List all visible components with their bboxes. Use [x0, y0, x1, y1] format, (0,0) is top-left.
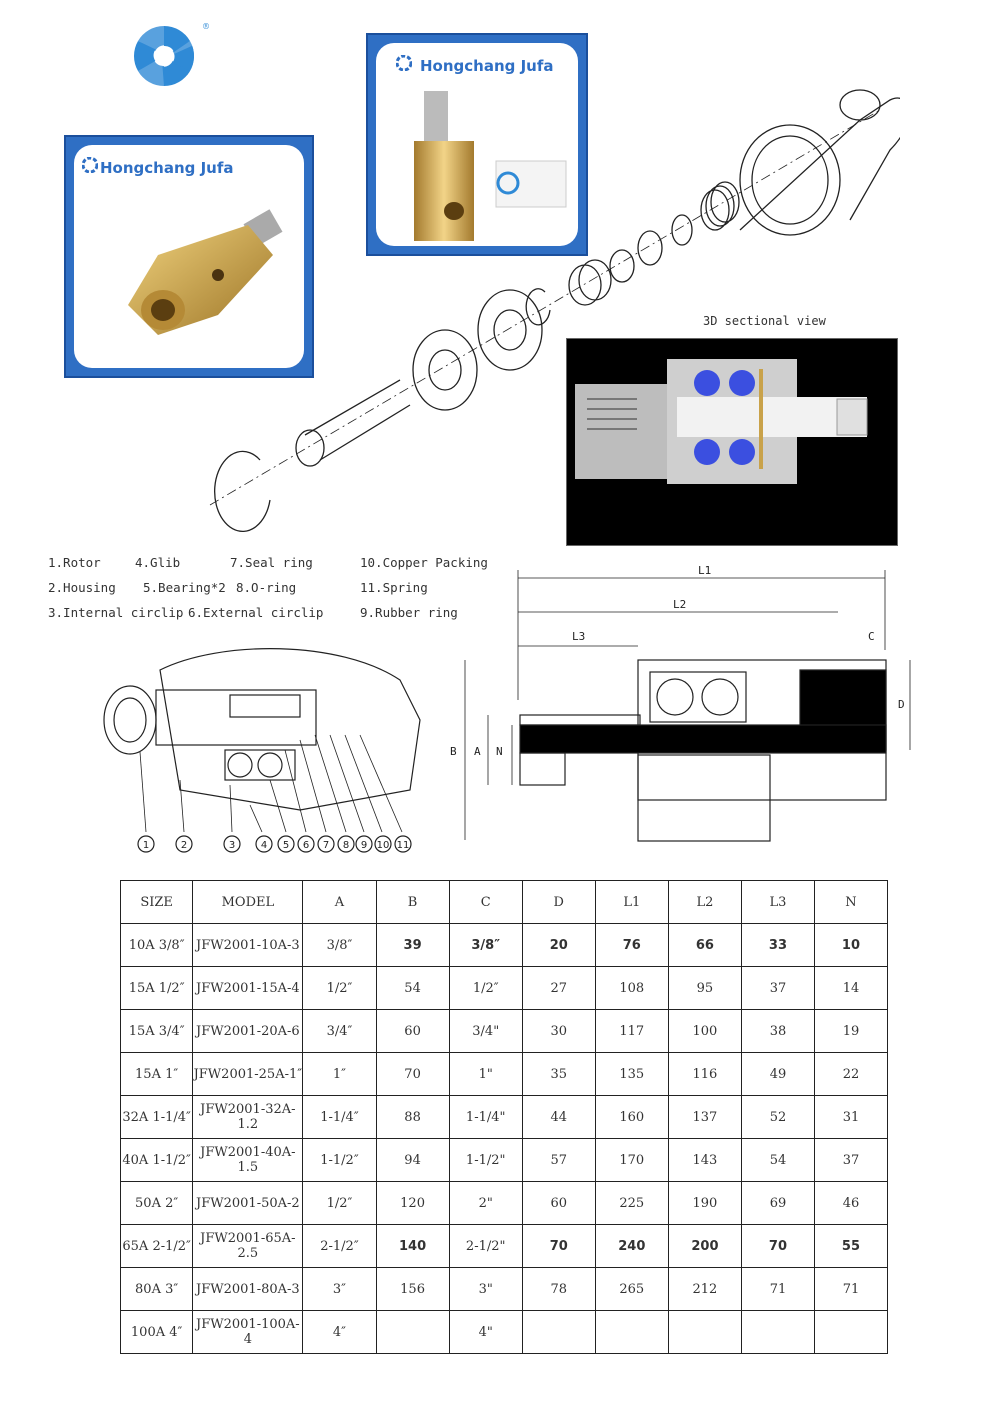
- table-cell: 70: [522, 1225, 595, 1268]
- table-cell: 38: [742, 1010, 815, 1053]
- circlip-drawing: [526, 289, 550, 325]
- table-cell: 108: [595, 967, 668, 1010]
- brand-name: Hongchang Jufa: [100, 159, 234, 177]
- table-cell: 2-1/2″: [303, 1225, 376, 1268]
- table-cell: 10A 3/8″: [121, 924, 193, 967]
- table-cell: 70: [376, 1053, 449, 1096]
- table-cell: 19: [814, 1010, 887, 1053]
- col-header: L3: [742, 881, 815, 924]
- part-number: 2: [180, 840, 188, 851]
- sectional-view-caption: 3D sectional view: [703, 314, 826, 328]
- table-cell: 88: [376, 1096, 449, 1139]
- table-cell: 116: [668, 1053, 741, 1096]
- table-cell: 117: [595, 1010, 668, 1053]
- table-cell: 15A 1″: [121, 1053, 193, 1096]
- table-cell: 143: [668, 1139, 741, 1182]
- dim-label-B: B: [450, 745, 457, 758]
- legend-item: 2.Housing: [48, 580, 116, 595]
- table-cell: JFW2001-40A-1.5: [193, 1139, 303, 1182]
- table-cell: 40A 1-1/2″: [121, 1139, 193, 1182]
- table-cell: 1-1/2": [449, 1139, 522, 1182]
- table-cell: 200: [668, 1225, 741, 1268]
- table-cell: 190: [668, 1182, 741, 1225]
- table-cell: 15A 3/4″: [121, 1010, 193, 1053]
- table-cell: [742, 1311, 815, 1354]
- table-cell: 60: [376, 1010, 449, 1053]
- col-header: L1: [595, 881, 668, 924]
- legend-item: 5.Bearing*2: [143, 580, 226, 595]
- table-cell: 50A 2″: [121, 1182, 193, 1225]
- table-cell: 3": [449, 1268, 522, 1311]
- table-cell: 1-1/2″: [303, 1139, 376, 1182]
- table-cell: 3/8″: [303, 924, 376, 967]
- table-cell: 1/2″: [449, 967, 522, 1010]
- table-row: [121, 1010, 888, 1053]
- brand-mini-logo-2: [396, 55, 412, 71]
- table-cell: 120: [376, 1182, 449, 1225]
- table-cell: 240: [595, 1225, 668, 1268]
- table-cell: 100A 4″: [121, 1311, 193, 1354]
- dim-label-L3: L3: [572, 630, 586, 643]
- table-row: [121, 1311, 888, 1354]
- part-number: 6: [302, 840, 310, 851]
- dimension-drawing: [440, 560, 930, 860]
- legend-item: 11.Spring: [360, 580, 428, 595]
- brand-name-2: Hongchang Jufa: [420, 57, 554, 75]
- table-cell: 1-1/4": [449, 1096, 522, 1139]
- legend-item: 8.O-ring: [236, 580, 297, 595]
- table-cell: 1″: [303, 1053, 376, 1096]
- table-cell: 170: [595, 1139, 668, 1182]
- col-header: B: [376, 881, 449, 924]
- part-number: 3: [228, 840, 236, 851]
- table-cell: 65A 2-1/2″: [121, 1225, 193, 1268]
- housing-drawing: [740, 90, 900, 235]
- table-cell: 1": [449, 1053, 522, 1096]
- dim-label-L2: L2: [673, 598, 687, 611]
- table-cell: JFW2001-10A-3: [193, 924, 303, 967]
- col-header: C: [449, 881, 522, 924]
- dim-label-A: A: [474, 745, 481, 758]
- table-cell: [595, 1311, 668, 1354]
- table-cell: 39: [376, 924, 449, 967]
- table-cell: 55: [814, 1225, 887, 1268]
- col-header: MODEL: [193, 881, 303, 924]
- table-cell: 135: [595, 1053, 668, 1096]
- table-row: [121, 967, 888, 1010]
- table-cell: 71: [742, 1268, 815, 1311]
- rotor-drawing: [296, 380, 410, 466]
- table-cell: 76: [595, 924, 668, 967]
- table-cell: 33: [742, 924, 815, 967]
- table-cell: 10: [814, 924, 887, 967]
- table-cell: 52: [742, 1096, 815, 1139]
- legend-item: 6.External circlip: [188, 605, 324, 620]
- table-cell: 4": [449, 1311, 522, 1354]
- table-cell: 80A 3″: [121, 1268, 193, 1311]
- table-cell: 60: [522, 1182, 595, 1225]
- table-cell: 100: [668, 1010, 741, 1053]
- table-cell: 70: [742, 1225, 815, 1268]
- table-cell: 27: [522, 967, 595, 1010]
- table-cell: JFW2001-50A-2: [193, 1182, 303, 1225]
- table-row: [121, 1096, 888, 1139]
- table-cell: 20: [522, 924, 595, 967]
- table-cell: 14: [814, 967, 887, 1010]
- col-header: L2: [668, 881, 741, 924]
- table-row: [121, 924, 888, 967]
- table-cell: 3/8″: [449, 924, 522, 967]
- table-cell: [522, 1311, 595, 1354]
- dim-label-C: C: [868, 630, 875, 643]
- table-cell: 225: [595, 1182, 668, 1225]
- table-cell: 54: [376, 967, 449, 1010]
- sectional-view-image: [566, 338, 898, 546]
- table-cell: JFW2001-20A-6: [193, 1010, 303, 1053]
- table-cell: 37: [742, 967, 815, 1010]
- glib-drawing: [569, 260, 611, 305]
- table-cell: 2-1/2": [449, 1225, 522, 1268]
- table-cell: 31: [814, 1096, 887, 1139]
- table-cell: JFW2001-80A-3: [193, 1268, 303, 1311]
- table-cell: JFW2001-32A-1.2: [193, 1096, 303, 1139]
- table-row: [121, 1268, 888, 1311]
- seal-rings-drawing: [610, 215, 692, 282]
- table-cell: 49: [742, 1053, 815, 1096]
- table-cell: 46: [814, 1182, 887, 1225]
- table-row: [121, 1139, 888, 1182]
- internal-circlip-drawing: [215, 451, 270, 531]
- table-cell: 54: [742, 1139, 815, 1182]
- col-header: D: [522, 881, 595, 924]
- table-cell: 15A 1/2″: [121, 967, 193, 1010]
- legend-item: 10.Copper Packing: [360, 555, 488, 570]
- part-number: 5: [282, 840, 290, 851]
- dim-label-L1: L1: [698, 564, 712, 577]
- dim-label-N: N: [496, 745, 503, 758]
- brand-logo: [118, 18, 210, 94]
- bearing-drawing: [413, 290, 542, 410]
- legend-item: 3.Internal circlip: [48, 605, 184, 620]
- table-header-row: [121, 881, 888, 924]
- table-cell: 4″: [303, 1311, 376, 1354]
- table-cell: 32A 1-1/4″: [121, 1096, 193, 1139]
- col-header: N: [814, 881, 887, 924]
- table-cell: 37: [814, 1139, 887, 1182]
- table-cell: JFW2001-65A-2.5: [193, 1225, 303, 1268]
- table-cell: 212: [668, 1268, 741, 1311]
- table-cell: 1-1/4″: [303, 1096, 376, 1139]
- table-cell: 160: [595, 1096, 668, 1139]
- table-cell: 71: [814, 1268, 887, 1311]
- spec-table: [120, 880, 888, 1354]
- table-cell: 1/2″: [303, 1182, 376, 1225]
- table-cell: 137: [668, 1096, 741, 1139]
- legend-item: 7.Seal ring: [230, 555, 313, 570]
- table-cell: 94: [376, 1139, 449, 1182]
- table-cell: 3/4": [449, 1010, 522, 1053]
- table-cell: [668, 1311, 741, 1354]
- table-cell: JFW2001-100A-4: [193, 1311, 303, 1354]
- table-cell: 22: [814, 1053, 887, 1096]
- table-cell: 30: [522, 1010, 595, 1053]
- table-cell: 156: [376, 1268, 449, 1311]
- part-number: 4: [260, 840, 268, 851]
- table-cell: JFW2001-15A-4: [193, 967, 303, 1010]
- table-cell: 3/4″: [303, 1010, 376, 1053]
- table-row: [121, 1053, 888, 1096]
- table-cell: [376, 1311, 449, 1354]
- table-cell: 35: [522, 1053, 595, 1096]
- part-number: 9: [360, 840, 368, 851]
- table-cell: 1/2″: [303, 967, 376, 1010]
- part-number: 8: [342, 840, 350, 851]
- brand-mini-logo: [82, 157, 98, 173]
- spring-drawing: [701, 182, 739, 230]
- table-cell: 140: [376, 1225, 449, 1268]
- cutaway-drawing: [100, 640, 430, 860]
- table-cell: JFW2001-25A-1″: [193, 1053, 303, 1096]
- table-cell: [814, 1311, 887, 1354]
- table-cell: 265: [595, 1268, 668, 1311]
- table-cell: 44: [522, 1096, 595, 1139]
- col-header: SIZE: [121, 881, 193, 924]
- registered-mark: ®: [202, 22, 210, 31]
- part-number: 1: [142, 840, 150, 851]
- table-row: [121, 1225, 888, 1268]
- legend-item: 9.Rubber ring: [360, 605, 458, 620]
- table-cell: 78: [522, 1268, 595, 1311]
- legend-item: 4.Glib: [135, 555, 181, 570]
- part-number: 11: [396, 840, 410, 851]
- col-header: A: [303, 881, 376, 924]
- table-body: [121, 924, 888, 1354]
- table-cell: 3″: [303, 1268, 376, 1311]
- table-cell: 2": [449, 1182, 522, 1225]
- dim-label-D: D: [898, 698, 905, 711]
- table-cell: 69: [742, 1182, 815, 1225]
- table-cell: 95: [668, 967, 741, 1010]
- part-number: 10: [376, 840, 390, 851]
- table-row: [121, 1182, 888, 1225]
- legend-item: 1.Rotor: [48, 555, 101, 570]
- table-cell: 66: [668, 924, 741, 967]
- table-cell: 57: [522, 1139, 595, 1182]
- part-number: 7: [322, 840, 330, 851]
